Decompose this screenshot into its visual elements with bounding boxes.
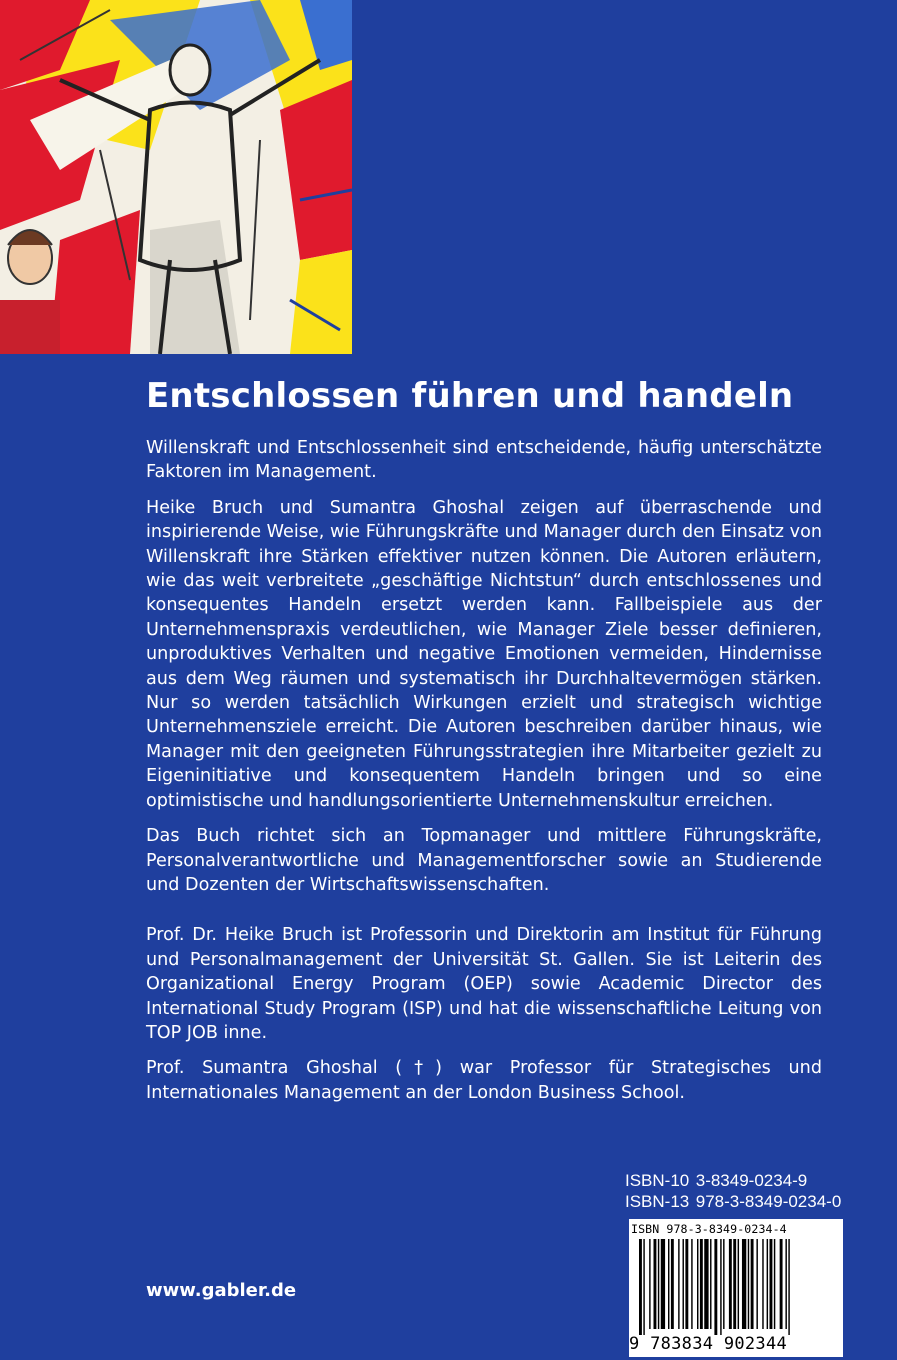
barcode-isbn-text: ISBN 978-3-8349-0234-4	[631, 1222, 787, 1236]
barcode-bar	[639, 1239, 642, 1335]
barcode-bar	[661, 1239, 665, 1329]
isbn-10-value: 3-8349-0234-9	[695, 1171, 808, 1190]
barcode-bar	[700, 1239, 703, 1329]
author-bio: Prof. Dr. Heike Bruch ist Professorin und Direktorin am Institut für Führung und Personalmanagement der Universität St. Gallen. Sie ist Leiterin des Organizational Energy Program (OEP) sowie Academic Director des International Study Program (ISP) und hat die wissenschaftliche Leitung von TOP JOB inne.	[146, 925, 822, 1043]
book-title: Entschlossen führen und handeln	[146, 376, 794, 416]
blurb-paragraph: Das Buch richtet sich an Topmanager und mittlere Führungskräfte, Personalverantwortliche und Managementforscher sowie an Studierende und Dozenten der Wirtschaftswissenschaften.	[146, 826, 822, 895]
barcode-bar	[671, 1239, 674, 1329]
barcode-bar	[785, 1239, 786, 1329]
barcode-bar	[685, 1239, 688, 1329]
barcode-bar	[683, 1239, 684, 1329]
isbn-13-label: ISBN-13	[625, 1192, 690, 1211]
barcode-bar	[697, 1239, 698, 1329]
barcode-bar	[756, 1239, 757, 1329]
isbn-13-value: 978-3-8349-0234-0	[695, 1192, 842, 1211]
isbn-10-label: ISBN-10	[625, 1171, 690, 1190]
barcode-bar	[738, 1239, 739, 1329]
barcode-bar	[649, 1239, 650, 1329]
barcode-bar	[658, 1239, 659, 1329]
barcode-bar	[742, 1239, 746, 1329]
blurb-paragraph: Willenskraft und Entschlossenheit sind entscheidende, häufig unterschätzte Faktoren im Management.	[146, 438, 822, 483]
barcode-bar	[720, 1239, 721, 1335]
isbn-10-row	[625, 1170, 841, 1191]
barcode-bar	[733, 1239, 736, 1329]
isbn-13-row	[625, 1191, 841, 1212]
barcode-digits: 9 783834 902344	[629, 1334, 788, 1354]
cover-artwork	[0, 0, 352, 354]
barcode-bar	[788, 1239, 789, 1335]
blurb	[146, 436, 822, 1116]
barcode-bar	[704, 1239, 708, 1329]
barcode-bar	[748, 1239, 749, 1329]
barcode-bar	[723, 1239, 724, 1329]
barcode-bar	[654, 1239, 657, 1329]
barcode-bar	[729, 1239, 732, 1329]
barcode-bar	[710, 1239, 711, 1329]
author-bio: Prof. Sumantra Ghoshal (†) war Professor für Strategisches und Internationales Management an der London Business School.	[146, 1058, 822, 1103]
barcode-bar	[668, 1239, 669, 1329]
barcode-bar	[714, 1239, 717, 1335]
publisher-website: www.gabler.de	[146, 1280, 297, 1301]
barcode-bar	[774, 1239, 775, 1329]
barcode-bar	[770, 1239, 773, 1329]
barcode-bars	[637, 1239, 835, 1335]
barcode-bar	[751, 1239, 754, 1329]
barcode-bar	[780, 1239, 783, 1329]
barcode-bar	[767, 1239, 768, 1329]
barcode	[629, 1219, 843, 1357]
barcode-bar	[643, 1239, 644, 1335]
blurb-paragraph: Heike Bruch und Sumantra Ghoshal zeigen auf überraschende und inspirierende Weise, wie Führungskräfte und Manager durch den Einsatz von Willenskraft ihre Stärken effektiver nutzen können. Die Autoren erläutern, wie das weit verbreitete „geschäftige Nichtstun“ durch entschlossenes und konsequentes Handeln ersetzt werden kann. Fallbeispiele aus der Unternehmenspraxis verdeutlichen, wie Manager Ziele besser definieren, unproduktives Verhalten und negative Emotionen vermeiden, Hindernisse aus dem Weg räumen und systematisch ihr Durchhaltevermögen stärken. Nur so werden tatsächlich Wirkungen erzielt und strategisch wichtige Unternehmensziele erreicht. Die Autoren beschreiben darüber hinaus, wie Manager mit den geeigneten Führungsstrategien ihre Mitarbeiter gezielt zu Eigeninitiative und konsequentem Handeln bringen und so eine optimistische und handlungsorientierte Unternehmenskultur erreichen.	[146, 497, 822, 811]
barcode-bar	[678, 1239, 679, 1329]
barcode-bar	[762, 1239, 763, 1329]
barcode-bar	[691, 1239, 692, 1329]
isbn-block	[625, 1170, 841, 1212]
